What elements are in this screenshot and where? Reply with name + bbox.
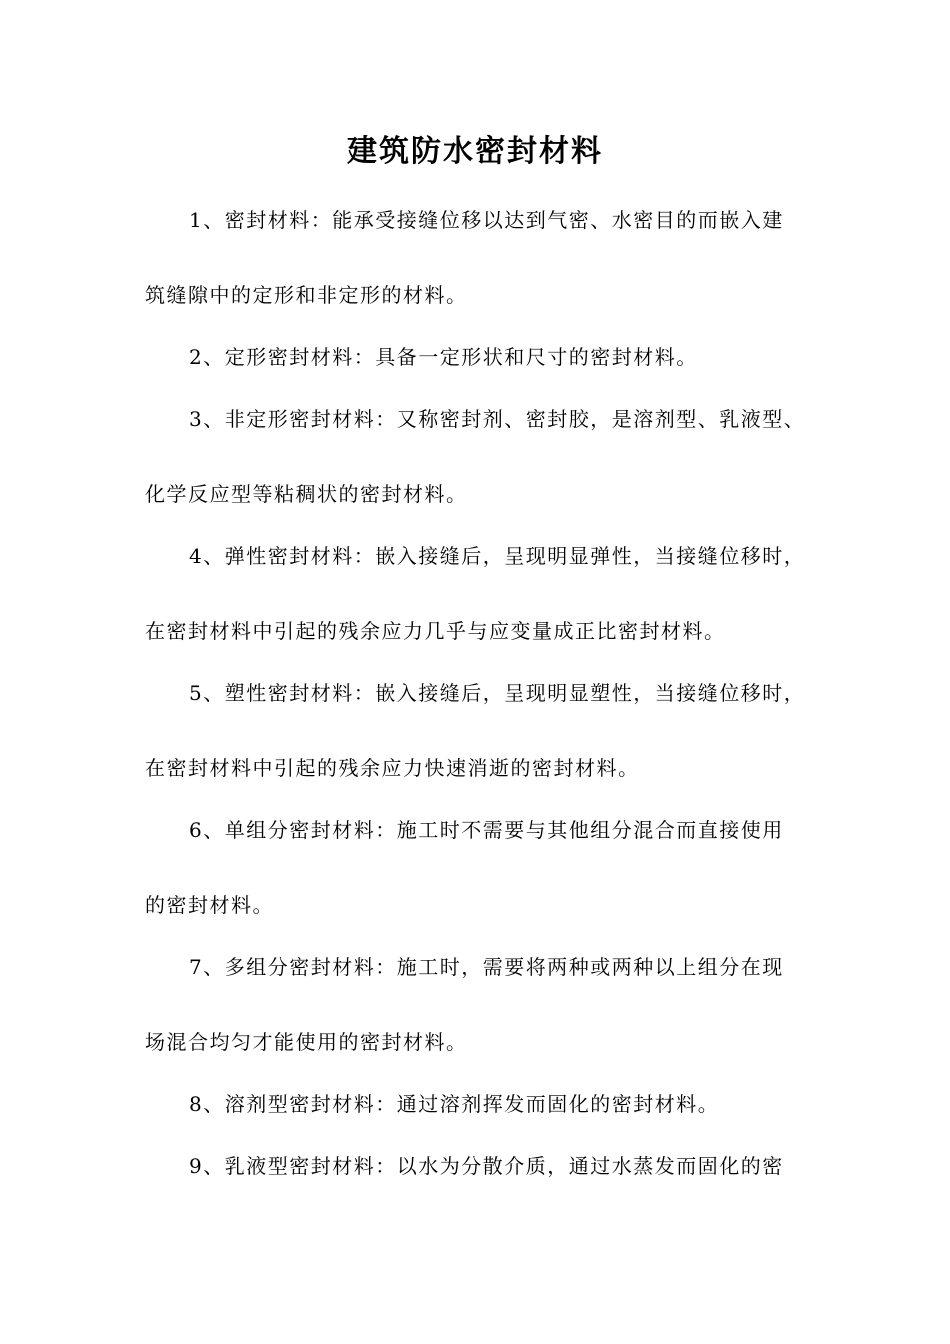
paragraph-3-line-1: 3、非定形密封材料：又称密封剂、密封胶，是溶剂型、乳液型、 xyxy=(189,407,806,431)
document-title: 建筑防水密封材料 xyxy=(347,134,603,169)
paragraph-8-line-1: 8、溶剂型密封材料：通过溶剂挥发而固化的密封材料。 xyxy=(189,1092,720,1116)
paragraph-3-line-2: 化学反应型等粘稠状的密封材料。 xyxy=(145,482,468,506)
paragraph-7-line-2: 场混合均匀才能使用的密封材料。 xyxy=(145,1030,468,1054)
paragraph-9-line-1: 9、乳液型密封材料：以水为分散介质，通过水蒸发而固化的密 xyxy=(189,1154,784,1178)
paragraph-2-line-1: 2、定形密封材料：具备一定形状和尺寸的密封材料。 xyxy=(189,345,698,369)
paragraph-5-line-1: 5、塑性密封材料：嵌入接缝后，呈现明显塑性，当接缝位移时， xyxy=(189,681,806,705)
paragraph-4-line-2: 在密封材料中引起的残余应力几乎与应变量成正比密封材料。 xyxy=(145,619,726,643)
paragraph-1-line-1: 1、密封材料：能承受接缝位移以达到气密、水密目的而嵌入建 xyxy=(189,208,784,232)
paragraph-6-line-2: 的密封材料。 xyxy=(145,893,274,917)
paragraph-1-line-2: 筑缝隙中的定形和非定形的材料。 xyxy=(145,283,468,307)
paragraph-4-line-1: 4、弹性密封材料：嵌入接缝后，呈现明显弹性，当接缝位移时， xyxy=(189,544,806,568)
paragraph-5-line-2: 在密封材料中引起的残余应力快速消逝的密封材料。 xyxy=(145,756,640,780)
paragraph-6-line-1: 6、单组分密封材料：施工时不需要与其他组分混合而直接使用 xyxy=(189,818,784,842)
paragraph-7-line-1: 7、多组分密封材料：施工时，需要将两种或两种以上组分在现 xyxy=(189,955,784,979)
